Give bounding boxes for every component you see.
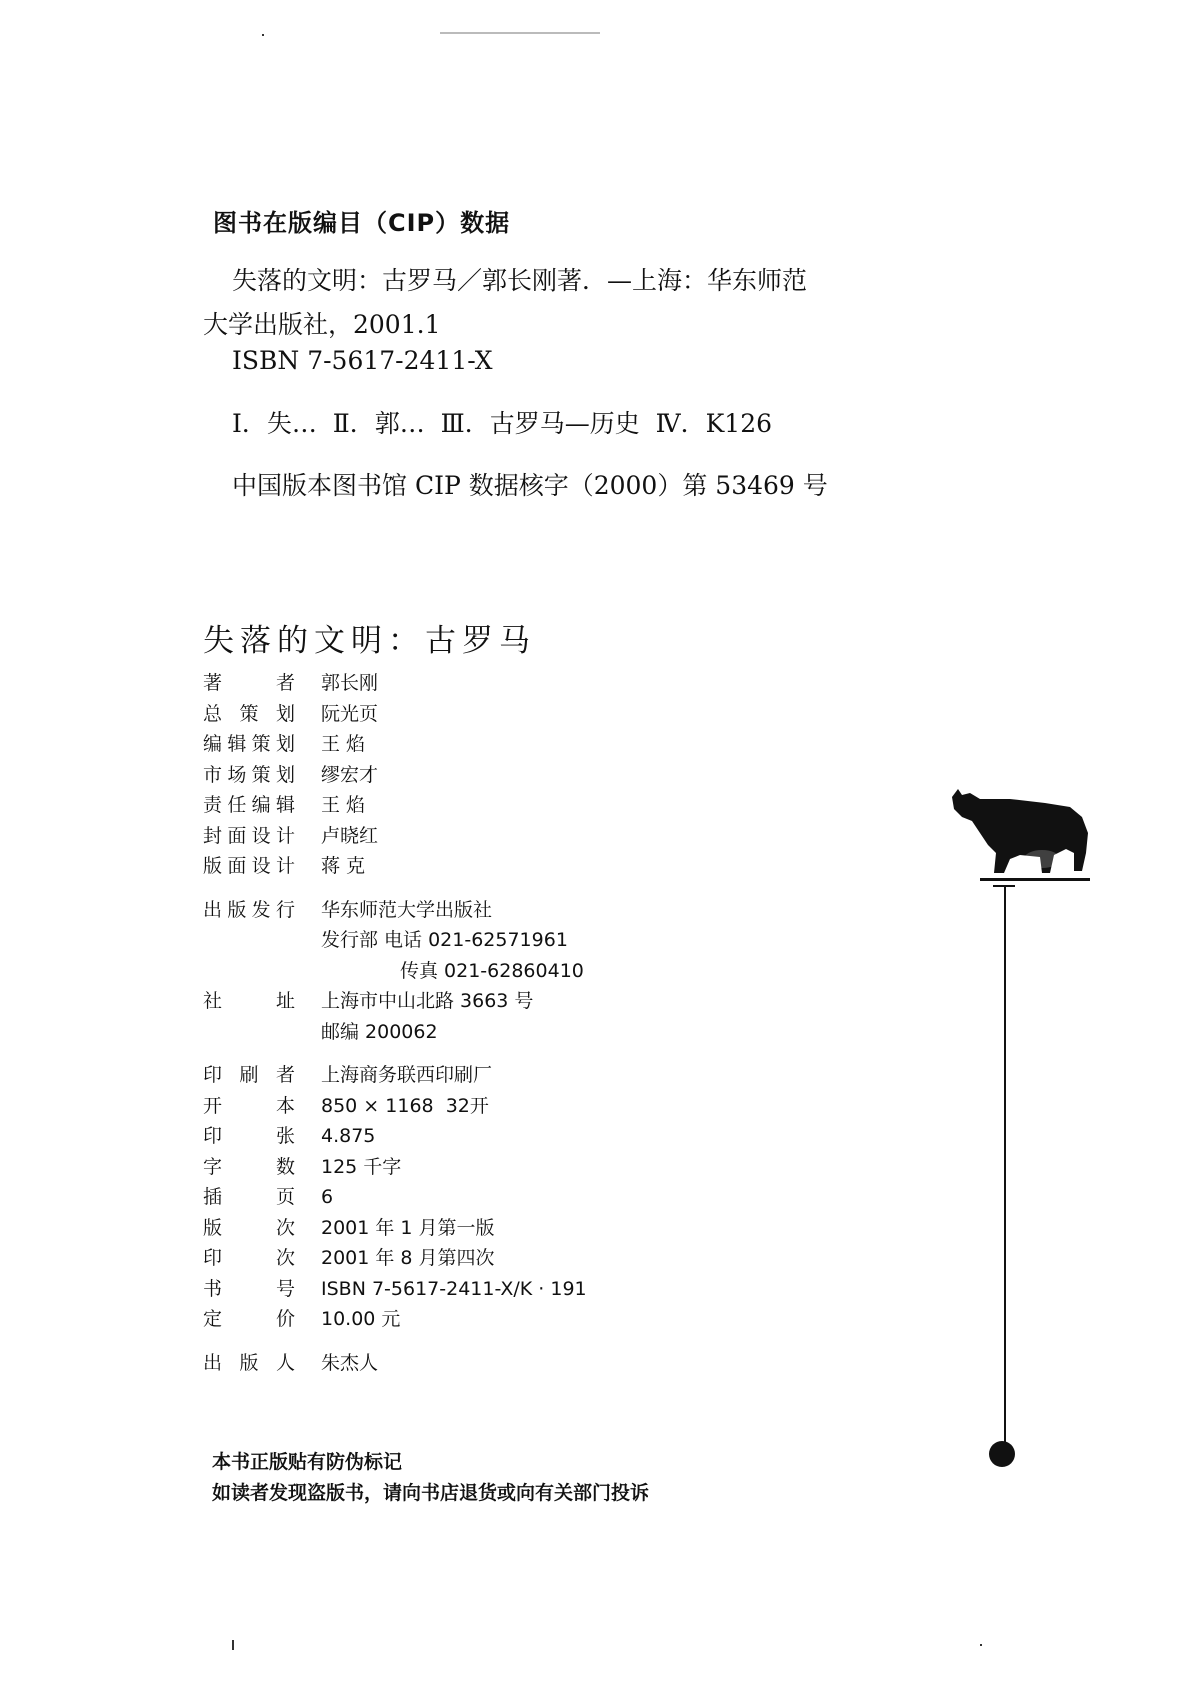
spec-label: 版次: [203, 1216, 295, 1239]
publisher-name: 华东师范大学出版社: [321, 898, 493, 921]
spec-label: 书号: [203, 1277, 295, 1300]
spec-label: 印次: [203, 1247, 295, 1269]
credit-label: 著者: [203, 672, 295, 694]
scan-speck: [980, 1644, 982, 1646]
cip-heading: 图书在版编目（CIP）数据: [213, 209, 511, 237]
cip-bibliographic-line-1: 失落的文明：古罗马／郭长刚著．—上海：华东师范: [232, 266, 808, 295]
spec-value: ISBN 7-5617-2411-X/K · 191: [321, 1277, 587, 1300]
publisher-postcode: 邮编 200062: [321, 1020, 438, 1043]
issuer-label: 出版人: [203, 1351, 295, 1374]
credit-label: 编辑策划: [203, 733, 295, 755]
publisher-fax: 传真 021-62860410: [400, 959, 584, 982]
spec-value: 2001 年 8 月第四次: [321, 1247, 495, 1269]
publisher-label: 出版发行: [203, 898, 295, 921]
capitoline-wolf-icon: [950, 783, 1092, 883]
spec-label: 插页: [203, 1186, 295, 1208]
spec-label: 字数: [203, 1155, 295, 1178]
spec-value: 6: [321, 1186, 334, 1208]
credit-label: 总策划: [203, 702, 295, 725]
cip-isbn: ISBN 7-5617-2411-X: [232, 346, 493, 375]
spec-value: 2001 年 1 月第一版: [321, 1216, 495, 1239]
credit-value: 蒋 克: [321, 855, 366, 877]
credit-label: 市场策划: [203, 763, 295, 786]
credit-value: 王 焰: [321, 794, 366, 816]
credit-label: 责任编辑: [203, 794, 295, 816]
credit-value: 卢晓红: [321, 824, 379, 847]
spec-value: 上海商务联西印刷厂: [321, 1064, 493, 1086]
spec-value: 850 × 1168 32开: [321, 1094, 489, 1117]
credit-value: 王 焰: [321, 733, 366, 755]
credit-label: 版面设计: [203, 855, 295, 877]
publisher-phone: 发行部 电话 021-62571961: [321, 929, 568, 951]
book-title: 失落的文明：古罗马: [203, 623, 536, 659]
spec-label: 开本: [203, 1094, 295, 1117]
credit-value: 郭长刚: [321, 672, 379, 694]
spec-label: 印张: [203, 1125, 295, 1147]
credit-value: 阮光页: [321, 702, 379, 725]
scan-speck: [262, 34, 264, 36]
spec-label: 印刷者: [203, 1064, 295, 1086]
spec-label: 定价: [203, 1308, 295, 1330]
issuer-value: 朱杰人: [321, 1351, 379, 1374]
spec-value: 125 千字: [321, 1155, 402, 1178]
spec-value: 10.00 元: [321, 1308, 401, 1330]
publisher-address: 上海市中山北路 3663 号: [321, 990, 534, 1012]
piracy-report-notice: 如读者发现盗版书，请向书店退货或向有关部门投诉: [212, 1482, 650, 1504]
address-label: 社址: [203, 990, 295, 1012]
credit-label: 封面设计: [203, 824, 295, 847]
pole-ball-icon: [989, 1441, 1015, 1467]
scan-speck: [440, 32, 600, 34]
decorative-pole: [1004, 885, 1006, 1453]
scan-speck: [232, 1640, 234, 1650]
anti-counterfeit-notice: 本书正版贴有防伪标记: [212, 1451, 403, 1473]
credit-value: 缪宏才: [321, 763, 379, 786]
spec-value: 4.875: [321, 1125, 376, 1147]
cip-record-number: 中国版本图书馆 CIP 数据核字（2000）第 53469 号: [232, 471, 828, 500]
cip-classification: Ⅰ．失… Ⅱ．郭… Ⅲ．古罗马—历史 Ⅳ．K126: [232, 409, 773, 438]
cip-bibliographic-line-2: 大学出版社，2001.1: [203, 310, 441, 339]
